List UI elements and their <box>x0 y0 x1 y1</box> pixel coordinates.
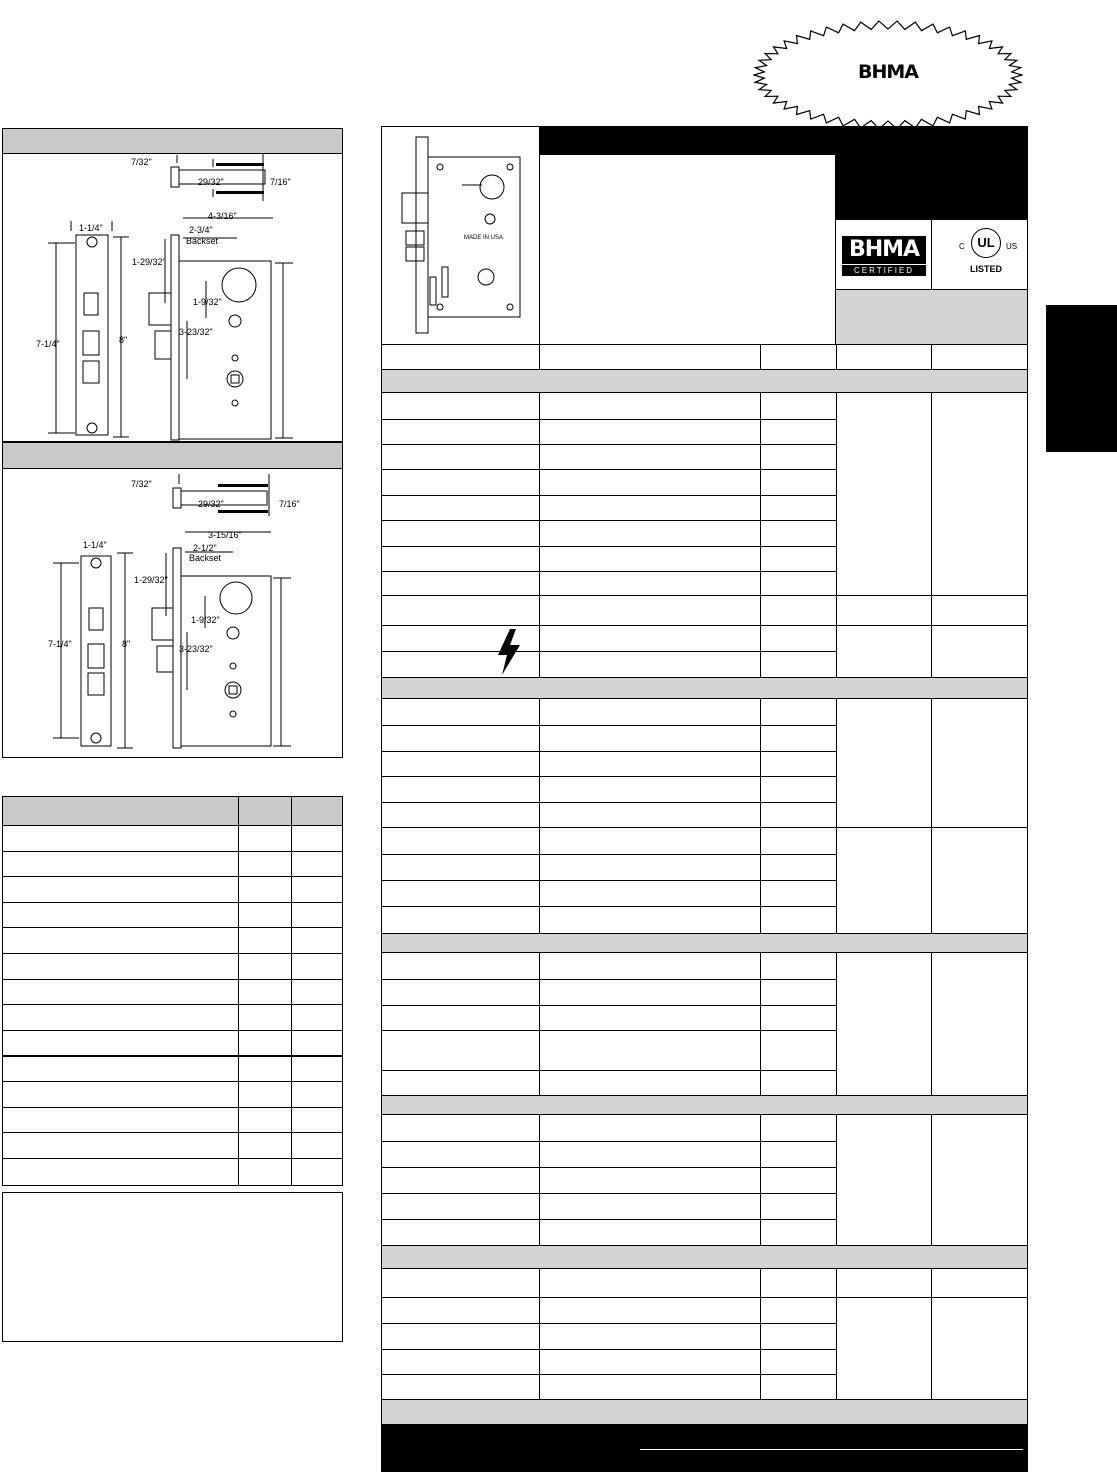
left-table-col-divider <box>238 797 239 1185</box>
rule <box>539 1115 540 1245</box>
rule <box>539 127 540 344</box>
dim-label: 8" <box>119 335 128 345</box>
table-row-divider <box>382 419 836 420</box>
dim-label: 7/16" <box>279 499 300 509</box>
mortise-lock-icon <box>382 127 539 344</box>
left-table-col-divider <box>291 797 292 1185</box>
rule <box>836 393 837 595</box>
seal-logo-text: BHMA <box>858 61 918 83</box>
product-image <box>382 127 539 344</box>
section-band <box>382 369 1027 393</box>
table-row-divider <box>382 651 836 652</box>
rule <box>760 595 761 625</box>
header-bar-top <box>539 127 1027 155</box>
rule <box>760 699 761 827</box>
ul-listed-badge <box>948 226 1024 284</box>
rule <box>760 1115 761 1245</box>
footer-bar <box>382 1425 1027 1471</box>
lightning-bolt-icon <box>496 629 522 675</box>
product-table <box>381 126 1028 1472</box>
table-row-divider <box>382 469 836 470</box>
dim-label: 4-3/16" <box>208 211 237 221</box>
dim-label: 1-9/32" <box>193 297 222 307</box>
rule <box>760 953 761 1095</box>
rule <box>836 1269 837 1297</box>
table-row-divider <box>382 802 836 803</box>
table-row-divider <box>382 906 836 907</box>
dim-label: 2-3/4" <box>189 225 213 235</box>
diagram-panel-1-header <box>3 129 342 154</box>
dim-label: 7/32" <box>131 479 152 489</box>
rule <box>760 827 761 933</box>
dim-label: 7-1/4" <box>48 639 72 649</box>
dim-label: 7/16" <box>270 177 291 187</box>
rule <box>539 344 540 369</box>
dim-label: 1-9/32" <box>191 615 220 625</box>
rule <box>836 953 837 1095</box>
table-row-divider <box>382 444 836 445</box>
rule <box>539 625 540 677</box>
rule <box>836 1115 837 1245</box>
rule <box>760 344 761 369</box>
rule <box>760 1297 761 1399</box>
dim-label: Backset <box>186 236 219 246</box>
rule <box>836 699 837 827</box>
bhma-seal <box>753 20 1023 130</box>
table-row-divider <box>382 751 836 752</box>
rule <box>931 344 932 369</box>
diagram-panel-1 <box>2 128 343 442</box>
rule <box>931 1269 932 1297</box>
rule <box>931 699 932 827</box>
table-row-divider <box>382 1219 836 1220</box>
dim-label: Backset <box>189 553 222 563</box>
dim-label: 29/32" <box>198 177 224 187</box>
dim-label: 3-23/32" <box>179 327 213 337</box>
rule <box>931 1297 932 1399</box>
rule <box>931 1115 932 1245</box>
ul-mark-text: UL <box>977 235 995 250</box>
table-row-divider <box>382 1245 1028 1246</box>
table-row-divider <box>382 1030 836 1031</box>
bhma-logo-text: BHMA <box>842 236 926 264</box>
table-row-divider <box>382 1399 1028 1400</box>
table-row-divider <box>382 1095 1028 1096</box>
rule <box>931 220 932 289</box>
dim-label: 8" <box>122 639 131 649</box>
section-band <box>382 933 1027 953</box>
rule <box>539 1269 540 1297</box>
lock-dimension-drawing-2 <box>3 468 343 758</box>
rule <box>836 827 837 933</box>
notes-box <box>2 1192 343 1342</box>
bhma-certified-text: CERTIFIED <box>842 265 926 276</box>
rule <box>931 625 932 677</box>
rule <box>836 595 837 625</box>
table-row-divider <box>382 880 836 881</box>
section-tab <box>1046 305 1117 452</box>
table-row-divider <box>382 725 836 726</box>
table-row-divider <box>382 677 1028 678</box>
rule <box>539 595 540 625</box>
rule <box>760 393 761 595</box>
diagram-panel-2-header <box>3 443 342 469</box>
rule <box>931 953 932 1095</box>
rule <box>539 1297 540 1399</box>
rule <box>836 1297 837 1399</box>
table-row-divider <box>382 1323 836 1324</box>
grey-info-cell <box>836 290 1027 344</box>
table-row-divider <box>382 495 836 496</box>
rule <box>539 953 540 1095</box>
dim-label: 29/32" <box>198 499 224 509</box>
dim-label: 7/32" <box>131 157 152 167</box>
table-row-divider <box>382 1193 836 1194</box>
rule <box>539 393 540 595</box>
dim-label: 3-23/32" <box>179 644 213 654</box>
rule <box>931 393 932 595</box>
dim-label: 2-1/2" <box>193 543 217 553</box>
rule <box>539 827 540 933</box>
bhma-certified-badge <box>842 236 926 276</box>
section-band <box>382 1399 1027 1425</box>
rule <box>836 344 837 369</box>
header-bar-right <box>836 155 1027 219</box>
dim-label: 1-29/32" <box>132 257 166 267</box>
table-row-divider <box>382 776 836 777</box>
dim-label: 1-1/4" <box>83 540 107 550</box>
section-band <box>382 677 1027 699</box>
dim-label: 1-1/4" <box>79 223 103 233</box>
table-row-divider <box>382 854 836 855</box>
table-row-divider <box>382 1070 836 1071</box>
section-band <box>382 1245 1027 1269</box>
table-row-divider <box>382 979 836 980</box>
ul-listed-text: LISTED <box>969 264 1002 274</box>
table-row-divider <box>382 546 836 547</box>
footer-underline <box>640 1449 1023 1450</box>
rule <box>539 699 540 827</box>
table-row-divider <box>382 1141 836 1142</box>
section-band <box>382 1095 1027 1115</box>
table-row-divider <box>382 1005 836 1006</box>
table-row-divider <box>382 520 836 521</box>
dim-label: 1-29/32" <box>134 575 168 585</box>
diagram-panel-2 <box>2 442 343 758</box>
rule <box>836 625 837 677</box>
table-row-divider <box>382 1374 836 1375</box>
dim-label: 3-15/16" <box>208 530 242 540</box>
rule <box>931 595 932 625</box>
lock-dimension-drawing-1 <box>3 153 343 443</box>
left-table <box>2 796 343 1186</box>
table-row-divider <box>382 1167 836 1168</box>
rule <box>760 1269 761 1297</box>
rule <box>931 827 932 933</box>
rule <box>760 625 761 677</box>
dim-label: 7-1/4" <box>36 339 60 349</box>
ul-us-text: US <box>1006 242 1018 251</box>
ul-c-text: C <box>959 242 965 251</box>
table-row-divider <box>382 1349 836 1350</box>
product-stamp: MADE IN USA <box>464 235 504 241</box>
badge-row <box>836 219 1027 290</box>
table-row-divider <box>382 933 1028 934</box>
table-row-divider <box>382 571 836 572</box>
